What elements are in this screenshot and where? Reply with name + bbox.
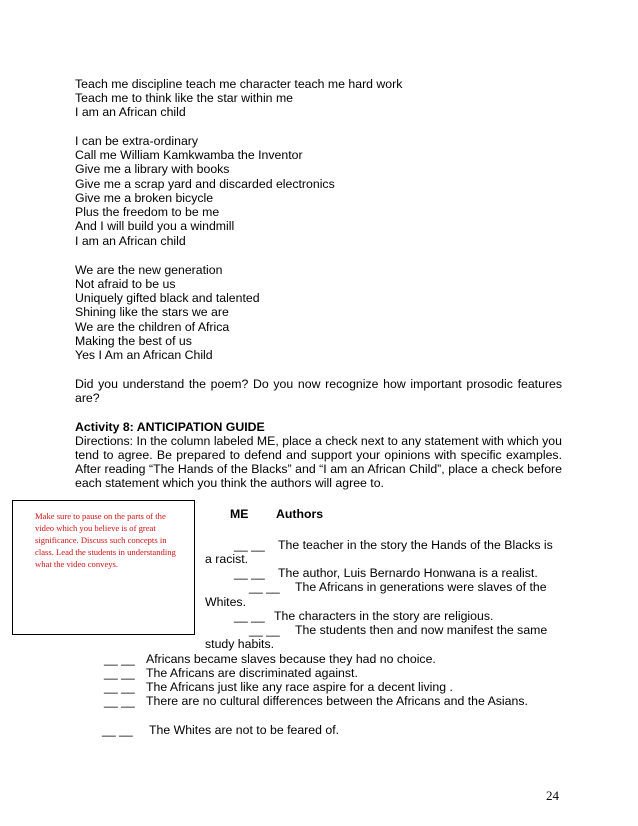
poem-line: I am an African child [75, 234, 186, 248]
statement-text: There are no cultural differences between the Africans and the Asians. [146, 694, 528, 708]
header-authors: Authors [276, 507, 324, 521]
statement-blank[interactable]: __ __ [104, 694, 135, 708]
poem-line: Making the best of us [75, 334, 192, 348]
statement-blank[interactable]: __ __ [104, 652, 135, 666]
statement-text: study habits. [205, 637, 275, 651]
poem-line: Teach me discipline teach me character teach me hard work [75, 77, 403, 91]
poem-line: Teach me to think like the star within me [75, 91, 294, 105]
poem-line: Yes I Am an African Child [75, 348, 213, 362]
teacher-note-text: Make sure to pause on the parts of the video which you believe is of great significance. Discuss such concepts in class. Lead the students in understanding what the video conveys. [35, 511, 176, 569]
poem-line: We are the children of Africa [75, 320, 230, 334]
header-me: ME [230, 507, 249, 521]
poem-line: I am an African child [75, 105, 186, 119]
activity-directions: Directions: In the column labeled ME, place a check next to any statement with which you tend to agree. Be prepared to defend and support your opinions with specific examples. After reading “The Hands of the Blacks” and “I am an African Child”, place a check before each statement which you think the authors will agree to. [75, 434, 562, 490]
statement-blank[interactable]: __ __ [249, 623, 280, 637]
statement-blank[interactable]: __ __ [234, 538, 265, 552]
poem-line: And I will build you a windmill [75, 219, 235, 233]
statement-text: The Whites are not to be feared of. [149, 723, 340, 737]
poem-line: Give me a library with books [75, 162, 230, 176]
statement-text: The Africans are discriminated against. [146, 666, 358, 680]
poem-line: Not afraid to be us [75, 277, 176, 291]
poem-line: Give me a scrap yard and discarded electronics [75, 177, 335, 191]
poem-line: Plus the freedom to be me [75, 205, 220, 219]
statement-text: The teacher in the story the Hands of the Blacks is [278, 538, 553, 552]
poem-line: Call me William Kamkwamba the Inventor [75, 148, 303, 162]
statement-text: The author, Luis Bernardo Honwana is a realist. [278, 566, 538, 580]
statement-blank[interactable]: __ __ [104, 680, 135, 694]
poem-line: Give me a broken bicycle [75, 191, 214, 205]
activity-title: Activity 8: ANTICIPATION GUIDE [75, 420, 265, 434]
teacher-note-box [12, 500, 195, 635]
statement-text: The characters in the story are religious. [274, 609, 494, 623]
comprehension-question: Did you understand the poem? Do you now recognize how important prosodic features are? [75, 377, 562, 405]
statement-blank[interactable]: __ __ [102, 723, 133, 737]
page-number: 24 [546, 788, 559, 803]
poem-line: We are the new generation [75, 263, 223, 277]
statement-blank[interactable]: __ __ [249, 580, 280, 594]
statement-text: a racist. [205, 552, 249, 566]
statement-text: Africans became slaves because they had no choice. [146, 652, 436, 666]
statement-text: The Africans just like any race aspire for a decent living . [146, 680, 453, 694]
poem-line: I can be extra-ordinary [75, 134, 199, 148]
poem-line: Shining like the stars we are [75, 305, 229, 319]
statement-blank[interactable]: __ __ [234, 566, 265, 580]
statement-blank[interactable]: __ __ [104, 666, 135, 680]
poem-line: Uniquely gifted black and talented [75, 291, 260, 305]
statement-text: The students then and now manifest the same [295, 623, 548, 637]
statement-blank[interactable]: __ __ [234, 609, 265, 623]
statement-text: Whites. [205, 595, 246, 609]
statement-text: The Africans in generations were slaves of the [295, 580, 547, 594]
